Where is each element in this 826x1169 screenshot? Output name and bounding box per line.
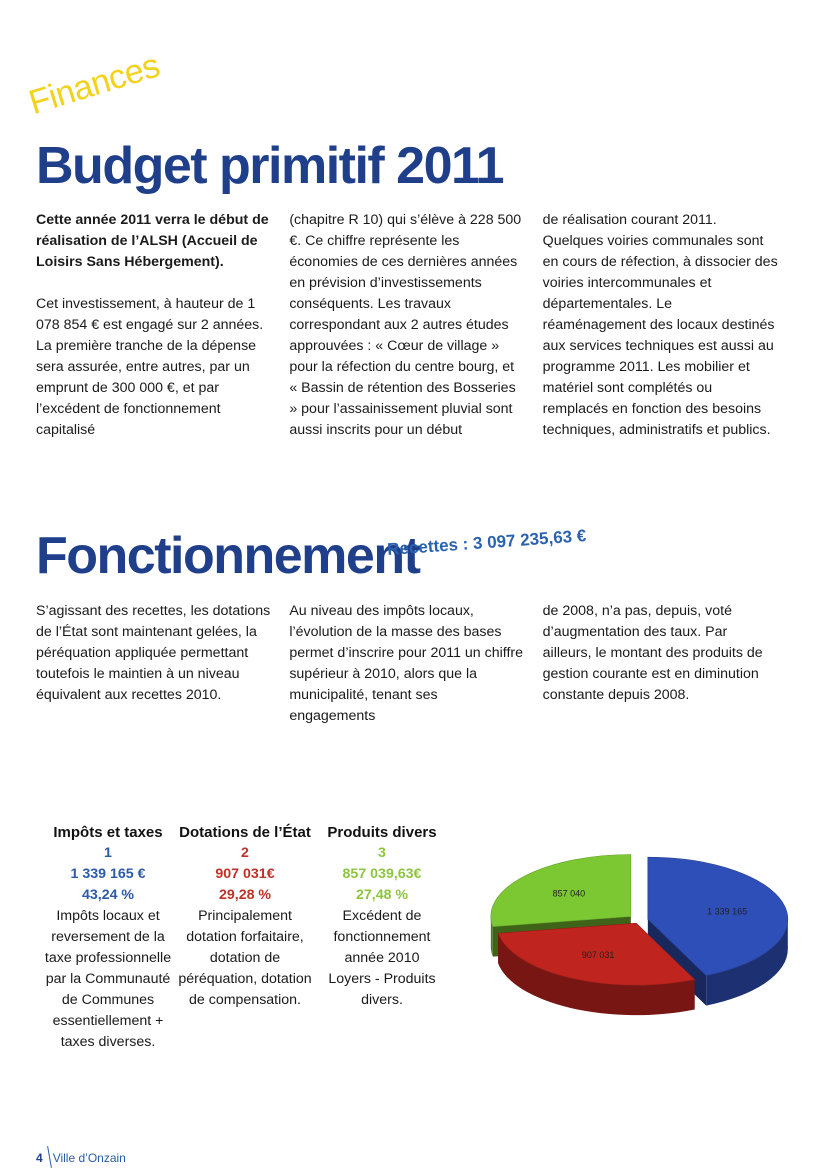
- budget-paragraph-1: Cet investissement, à hauteur de 1 078 854 € est engagé sur 2 années. La première tranche de la dépense sera assurée, entre autres, par un emprunt de 300 000 €, et par l’excédent de fonctionnement capitalisé: [36, 296, 264, 438]
- legend-description: Impôts locaux et reversement de la taxe professionnelle par la Communauté de Communes essentiellement + taxes diverses.: [44, 908, 172, 1050]
- fonct-paragraph-1: S’agissant des recettes, les dotations de l’État sont maintenant gelées, la péréquation appliquée permettant toutefois le maintien à un niveau équivalent aux recettes 2010.: [36, 603, 271, 703]
- budget-intro: Cette année 2011 verra le début de réalisation de l’ALSH (Accueil de Loisirs Sans Hébergement).: [36, 212, 269, 270]
- pie-data-label-3: 857 040: [552, 888, 586, 899]
- budget-paragraph-2: (chapitre R 10) qui s’élève à 228 500 €. Ce chiffre représente les économies de ces dernières années en prévision d’investissements conséquents. Les travaux correspondant aux 2 autres études approuvées : « Cœur de village » pour la réfection du centre bourg, et « Bassin de rétention des Bosseries » pour l’assainissement pluvial sont aussi inscrits pour un début: [289, 212, 522, 438]
- legend-number: 2: [241, 845, 249, 861]
- legend-amount: 857 039,63€: [342, 866, 422, 882]
- page-footer: [36, 1146, 126, 1168]
- legend-title: Produits divers: [327, 824, 437, 841]
- legend-title: Dotations de l’État: [179, 824, 311, 841]
- page-title: Budget primitif 2011: [36, 137, 503, 195]
- legend-dotations: [176, 822, 314, 1011]
- legend-description: Principalement dotation forfaitaire, dotation de péréquation, dotation de compensation.: [178, 908, 312, 1008]
- budget-column-2: [289, 210, 542, 441]
- budget-text-columns: [36, 210, 796, 441]
- page-number: 4: [36, 1151, 43, 1165]
- legend-amount: 1 339 165 €: [70, 866, 146, 882]
- legend-produits: [322, 822, 442, 1011]
- fonctionnement-text-columns: [36, 601, 796, 727]
- legend-percent: 27,48 %: [355, 887, 409, 903]
- pie-chart: [470, 840, 810, 1040]
- legend-number: 3: [378, 845, 386, 861]
- fonct-paragraph-2: Au niveau des impôts locaux, l’évolution de la masse des bases permet d’inscrire pour 2011 un chiffre supérieur à 2010, alors que la municipalité, tenant ses engagements: [289, 603, 524, 724]
- legend-number: 1: [104, 845, 112, 861]
- fonct-column-1: [36, 601, 289, 727]
- pie-data-label-2: 907 031: [581, 949, 615, 960]
- recettes-total: Recettes : 3 097 235,63 €: [386, 526, 587, 560]
- fonct-paragraph-3: de 2008, n’a pas, depuis, voté d’augmentation des taux. Par ailleurs, le montant des produits de gestion courante est en diminution constante depuis 2008.: [542, 603, 763, 703]
- pie-data-label-1: 1 339 165: [707, 906, 748, 917]
- budget-column-1: [36, 210, 289, 441]
- section-label: Finances: [24, 46, 164, 123]
- fonct-column-2: [289, 601, 542, 727]
- budget-paragraph-3: de réalisation courant 2011. Quelques voiries communales sont en cours de réfection, à dissocier des voiries intercommunales et départementales. Le réaménagement des locaux destinés aux services techniques est aussi au programme 2011. Les mobilier et matériel sont complétés ou remplacés en fonction des besoins techniques, administratifs et publics.: [542, 212, 778, 438]
- section-title-fonctionnement: Fonctionnement: [36, 527, 420, 585]
- publication-name: Ville d’Onzain: [52, 1151, 126, 1165]
- footer-divider: [47, 1146, 52, 1168]
- legend-description: Excédent de fonctionnement année 2010 Loyers - Produits divers.: [328, 908, 436, 1008]
- legend-percent: 43,24 %: [81, 887, 135, 903]
- legend-impots: [44, 822, 172, 1053]
- fonct-column-3: [543, 601, 796, 727]
- budget-column-3: [543, 210, 796, 441]
- legend-percent: 29,28 %: [218, 887, 272, 903]
- legend-amount: 907 031€: [215, 866, 275, 882]
- legend-title: Impôts et taxes: [53, 824, 163, 841]
